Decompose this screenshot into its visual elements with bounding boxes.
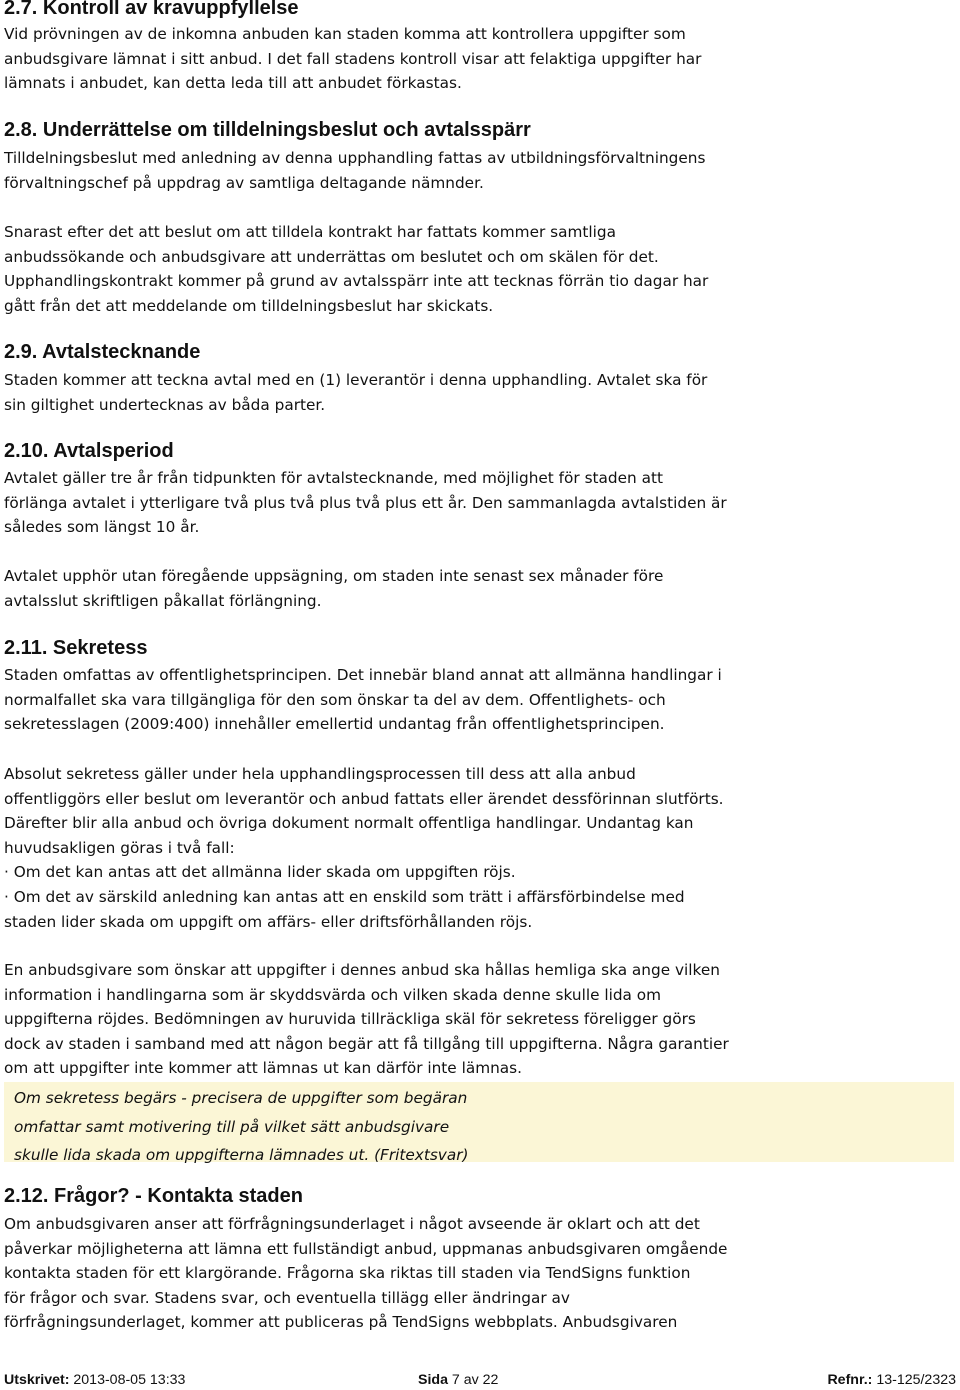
bullet-item: · Om det av särskild anledning kan antas att en enskild som trätt i affärsförbindelse med <box>4 887 685 906</box>
footer-page <box>418 1372 498 1388</box>
section-heading: 2.7. Kontroll av kravuppfyllelse <box>4 0 299 19</box>
section-2-9 <box>4 340 200 364</box>
footer-ref-label: Refnr.: <box>827 1372 873 1388</box>
text-line: offentliggörs eller beslut om leverantör och anbud fattats eller ärendet dessförinnan slutförts. <box>4 789 724 808</box>
text-line: information i handlingarna som är skyddsvärda och vilken skada denne skulle lida om <box>4 985 662 1004</box>
text-line: uppgifterna röjdes. Bedömningen av huruvida tillräckliga skäl för sekretess föreligger görs <box>4 1010 696 1029</box>
text-line: anbudsgivare lämnat i sitt anbud. I det fall stadens kontroll visar att felaktiga uppgifter har <box>4 49 702 68</box>
text-line: om att uppgifter inte kommer att lämnas ut kan därför inte lämnas. <box>4 1059 523 1078</box>
section-paragraph <box>4 564 663 613</box>
section-paragraph <box>4 368 707 417</box>
text-line: Avtalet gäller tre år från tidpunkten för avtalstecknande, med möjlighet för staden att <box>4 469 663 487</box>
text-line: sekretesslagen (2009:400) innehåller emellertid undantag från offentlighetsprincipen. <box>4 715 665 734</box>
section-paragraph <box>4 22 701 96</box>
text-line: Om anbudsgivaren anser att förfrågningsunderlaget i något avseende är oklart och att det <box>4 1215 700 1233</box>
section-2-7 <box>4 0 299 20</box>
footer-ref <box>827 1372 956 1388</box>
free-text-answer-box[interactable] <box>4 1082 954 1165</box>
box-line: omfattar samt motivering till på vilket sätt anbudsgivare <box>14 1117 450 1136</box>
section-2-11 <box>4 636 147 660</box>
text-line: En anbudsgivare som önskar att uppgifter i dennes anbud ska hållas hemliga ska ange vilken <box>4 961 720 979</box>
text-line: Upphandlingskontrakt kommer på grund av avtalsspärr inte att tecknas förrän tio dagar har <box>4 272 709 291</box>
text-line: Därefter blir alla anbud och övriga dokument normalt offentliga handlingar. Undantag kan <box>4 814 694 833</box>
text-line: staden lider skada om uppgift om affärs- eller driftsförhållanden röjs. <box>4 912 533 931</box>
section-paragraph <box>4 466 727 540</box>
text-line: Avtalet upphör utan föregående uppsägning, om staden inte senast sex månader före <box>4 567 664 585</box>
box-line: Om sekretess begärs - precisera de uppgifter som begäran <box>14 1089 468 1107</box>
footer-printed-value: 2013-08-05 13:33 <box>69 1372 186 1388</box>
text-line: lämnats i anbudet, kan detta leda till att anbudet förkastas. <box>4 74 462 93</box>
section-paragraph <box>4 958 729 1081</box>
bullet-item: · Om det kan antas att det allmänna lider skada om uppgiften röjs. <box>4 863 516 882</box>
footer-printed-label: Utskrivet: <box>4 1372 70 1388</box>
section-heading: 2.10. Avtalsperiod <box>4 440 174 462</box>
section-paragraph <box>4 146 705 195</box>
text-line: gått från det att meddelande om tilldelningsbeslut har skickats. <box>4 296 494 315</box>
text-line: anbudssökande och anbudsgivare att underrättas om beslutet och om skälen för det. <box>4 247 659 266</box>
text-line: avtalsslut skriftligen påkallat förlängning. <box>4 591 322 610</box>
box-line: skulle lida skada om uppgifterna lämnades ut. (Fritextsvar) <box>14 1146 469 1165</box>
text-line: för frågor och svar. Stadens svar, och eventuella tillägg eller ändringar av <box>4 1288 570 1307</box>
section-2-12 <box>4 1184 303 1208</box>
footer-page-value: 7 av 22 <box>447 1372 499 1388</box>
section-heading: 2.12. Frågor? - Kontakta staden <box>4 1185 303 1207</box>
section-heading: 2.11. Sekretess <box>4 637 148 659</box>
section-heading: 2.9. Avtalstecknande <box>4 341 201 363</box>
footer-ref-value: 13-125/2323 <box>872 1372 956 1388</box>
section-2-10 <box>4 439 174 463</box>
text-line: normalfallet ska vara tillgängliga för den som önskar ta del av dem. Offentlighets- och <box>4 690 666 709</box>
section-paragraph <box>4 1212 727 1335</box>
section-heading: 2.8. Underrättelse om tilldelningsbeslut och avtalsspärr <box>4 119 531 141</box>
text-line: Snarast efter det att beslut om att tilldela kontrakt har fattats kommer samtliga <box>4 223 616 241</box>
section-paragraph <box>4 663 722 737</box>
footer-page-label: Sida <box>418 1372 448 1388</box>
text-line: Staden omfattas av offentlighetsprincipen. Det innebär bland annat att allmänna handlingar i <box>4 666 722 684</box>
section-paragraph <box>4 762 724 934</box>
section-paragraph <box>4 220 708 318</box>
footer-printed <box>4 1372 185 1388</box>
text-line: förlänga avtalet i ytterligare två plus två plus två plus ett år. Den sammanlagda avtalstiden är <box>4 493 727 512</box>
text-line: huvudsakligen göras i två fall: <box>4 838 235 857</box>
text-line: sin giltighet undertecknas av båda parter. <box>4 395 326 414</box>
text-line: Tilldelningsbeslut med anledning av denna upphandling fattas av utbildningsförvaltningens <box>4 149 706 167</box>
text-line: påverkar möjligheterna att lämna ett fullständigt anbud, uppmanas anbudsgivaren omgående <box>4 1239 728 1258</box>
section-2-8 <box>4 118 531 142</box>
page-footer <box>4 1372 956 1390</box>
text-line: förvaltningschef på uppdrag av samtliga deltagande nämnder. <box>4 173 484 192</box>
text-line: kontakta staden för ett klargörande. Frågorna ska riktas till staden via TendSigns funktion <box>4 1264 691 1283</box>
text-line: dock av staden i samband med att någon begär att få tillgång till uppgifterna. Några garantier <box>4 1034 729 1053</box>
text-line: Vid prövningen av de inkomna anbuden kan staden komma att kontrollera uppgifter som <box>4 25 686 43</box>
text-line: förfrågningsunderlaget, kommer att publiceras på TendSigns webbplats. Anbudsgivaren <box>4 1313 678 1332</box>
text-line: Staden kommer att teckna avtal med en (1) leverantör i denna upphandling. Avtalet ska för <box>4 371 708 389</box>
text-line: således som längst 10 år. <box>4 518 200 537</box>
text-line: Absolut sekretess gäller under hela upphandlingsprocessen till dess att alla anbud <box>4 765 636 783</box>
